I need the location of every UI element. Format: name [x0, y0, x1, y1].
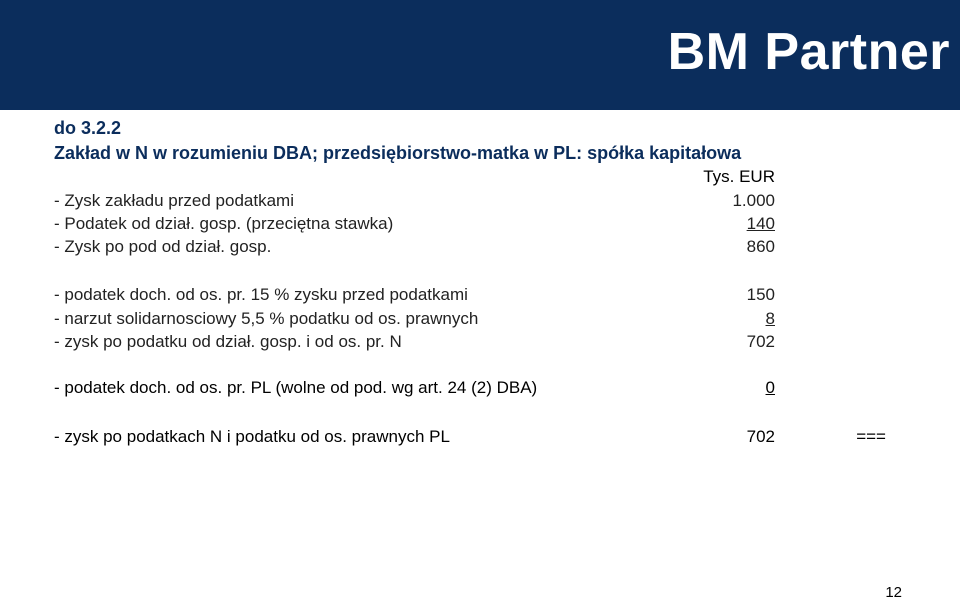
row-label: - narzut solidarnosciowy 5,5 % podatku od os. prawnych [54, 309, 479, 328]
table-row [54, 332, 894, 354]
row-value: 8 [765, 309, 775, 328]
row-label: - podatek doch. od os. pr. 15 % zysku przed podatkami [54, 285, 468, 304]
row-value: 150 [746, 285, 775, 304]
row-value: 1.000 [732, 191, 775, 210]
table-row [54, 427, 894, 449]
unit-label: Tys. EUR [703, 167, 775, 186]
section-number: do 3.2.2 [54, 118, 122, 138]
table-row [54, 285, 894, 307]
row-value: 0 [765, 378, 775, 397]
total-marker: === [856, 427, 886, 446]
table-row [54, 191, 894, 213]
table-row [54, 237, 894, 259]
row-value: 702 [746, 332, 775, 351]
row-label: - zysk po podatku od dział. gosp. i od os. pr. N [54, 332, 402, 351]
page-number: 12 [885, 584, 902, 601]
row-value: 860 [746, 237, 775, 256]
row-label: - Zysk po pod od dział. gosp. [54, 237, 272, 256]
row-value: 140 [746, 214, 775, 233]
row-value: 702 [746, 427, 775, 446]
row-label: - Zysk zakładu przed podatkami [54, 191, 294, 210]
row-label: - Podatek od dział. gosp. (przeciętna stawka) [54, 214, 394, 233]
table-row [54, 309, 894, 331]
row-label: - zysk po podatkach N i podatku od os. prawnych PL [54, 427, 450, 446]
brand-title: BM Partner [667, 23, 950, 81]
table-row [54, 378, 894, 400]
row-label: - podatek doch. od os. pr. PL (wolne od pod. wg art. 24 (2) DBA) [54, 378, 538, 397]
header-banner [0, 0, 960, 110]
table-row [54, 214, 894, 236]
slide-title: Zakład w N w rozumieniu DBA; przedsiębiorstwo-matka w PL: spółka kapitałowa [54, 143, 742, 163]
